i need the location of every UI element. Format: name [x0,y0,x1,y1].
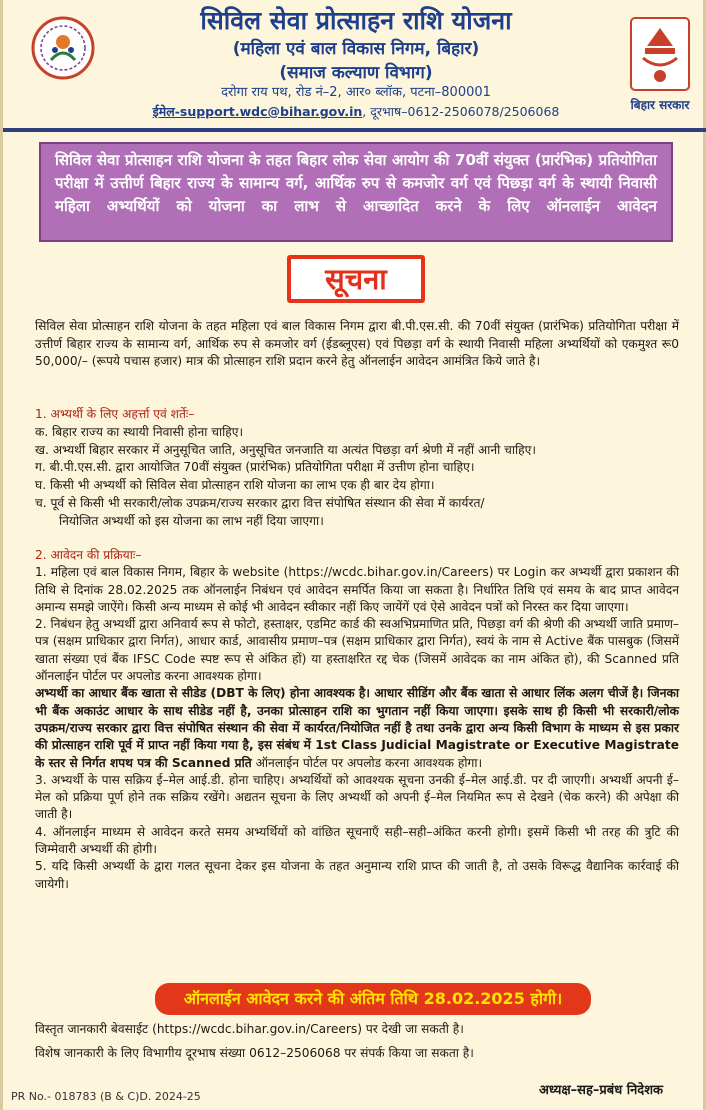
process-heading: 2. आवेदन की प्रक्रियाः– [35,548,142,562]
process-step-3: 3. अभ्यर्थी के पास सक्रिय ई–मेल आई.डी. होना चाहिए। अभ्यर्थियों को आवश्यक सूचना उनकी ई–मेल आई.डी. पर दी जाएगी। अभ्यर्थी अपनी ई–मेल को प्रक्रिया पूर्ण होने तक सक्रिय रखेंगे। अद्यतन सूचना के लिए अभ्यर्थी को अपनी ई–मेल नियमित रूप से देखने (चेक करने) की अपेक्षा की जाती है। [35,772,679,822]
pr-number: PR No.- 018783 (B & C)D. 2024-25 [11,1090,201,1103]
process-step-1: 1. महिला एवं बाल विकास निगम, बिहार के website (https://wcdc.bihar.gov.in/Careers) पर Login कर अभ्यर्थी द्वारा प्रकाशन की तिथि से दिनांक 28.02.2025 तक ऑनलाईन निबंधन एवं आवेदन समर्पित किया जा सकता है। निर्धारित तिथि एवं समय के बाद प्राप्त आवेदन अमान्य समझे जाऐंगे। किसी अन्य माध्यम से कोई भी आवेदन स्वीकार नहीं किए जायेंगें एवं ऐसे आवेदन पत्रों को निरस्त कर दिया जाएगा। [35,565,679,614]
phone-number: , दूरभाष–0612-2506078/2506068 [362,104,560,119]
intro-paragraph: सिविल सेवा प्रोत्साहन राशि योजना के तहत महिला एवं बाल विकास निगम द्वारा बी.पी.एस.सी. की 70वीं संयुक्त (प्रारंभिक) प्रतियोगिता परीक्षा में उत्तीर्ण बिहार राज्य के सामान्य वर्ग, आर्थिक रुप से कमजोर वर्ग (ईडब्लूएस) एवं पिछड़ा वर्ग के स्थायी निवासी महिला अभ्यर्थियों को एकमुश्त रू0 50,000/– (रूपये पचास हजार) मात्र की प्रोत्साहन राशि प्रदान करने हेतु ऑनलाईन आवेदन आमंत्रित किये जाते है। [35,319,679,369]
header [3,0,706,128]
wdc-logo-icon [31,16,95,80]
phone-info: विशेष जानकारी के लिए विभागीय दूरभाष संख्या 0612–2506068 पर संपर्क किया जा सकता है। [35,1046,474,1060]
upload-note: ऑनलाईन पोर्टल पर अपलोड करना आवश्यक होगा। [251,755,483,770]
process-step-4: 4. ऑनलाईन माध्यम से आवेदन करते समय अभ्यर्थियों को वांछित सूचनाएँ सही–सही–अंकित करनी होगी। इसमें किसी भी तरह की त्रुटि की जिम्मेवारी अभ्यर्थी की होगी। [35,824,679,857]
email-link[interactable]: ईमेल-support.wdc@bihar.gov.in [152,104,363,119]
header-divider [3,128,706,132]
process-step-2: 2. निबंधन हेतु अभ्यर्थी द्वारा अनिवार्य रूप से फोटो, हस्ताक्षर, एडमिट कार्ड की स्वअभिप्रमाणित प्रति, पिछड़ा वर्ग की श्रेणी की अभ्यर्थी जाति प्रमाण–पत्र (सक्षम प्राधिकार द्वारा निर्गत), आधार कार्ड, आवासीय प्रमाण–पत्र (सक्षम प्राधिकार द्वारा निर्गत), स्वयं के नाम से Active बैंक पासबुक (जिसमें खाता संख्या एवं बैंक IFSC Code स्पष्ट रूप से अंकित हों) या हस्ताक्षरित रद्द चेक (जिसमें आवेदक का नाम अंकित हो), की Scanned प्रति ऑनलाईन पोर्टल पर अपलोड करना आवश्यक होगा। [35,617,679,684]
process-step-5: 5. यदि किसी अभ्यर्थी के द्वारा गलत सूचना देकर इस योजना के तहत अनुमान्य राशि प्राप्त की जाती है, तो उसके विरूद्ध वैद्यानिक कार्रवाई की जायेगी। [35,859,679,891]
address: दरोगा राय पथ, रोड नं–2, आर० ब्लॉक, पटना–800001 [221,85,491,100]
purpose-banner: सिविल सेवा प्रोत्साहन राशि योजना के तहत बिहार लोक सेवा आयोग की 70वीं संयुक्त (प्रारंभिक) प्रतियोगिता परीक्षा में उत्तीर्ण बिहार राज्य के सामान्य वर्ग, आर्थिक रुप से कमजोर वर्ग एवं पिछड़ा वर्ग के स्थायी निवासी महिला अभ्यर्थियों को योजना का लाभ से आच्छादित करने के लिए ऑनलाईन आवेदन [39,142,673,242]
eligibility-item-continued: नियोजित अभ्यर्थी को इस योजना का लाभ नहीं दिया जाएगा। [59,513,324,528]
eligibility-section [35,406,679,531]
signatory: अध्यक्ष–सह–प्रबंध निदेशक [539,1083,664,1098]
contact-line [103,104,609,120]
page-title: सिविल सेवा प्रोत्साहन राशि योजना [200,6,512,35]
notice-badge: सूचना [287,255,425,303]
dbt-requirement: अभ्यर्थी का आधार बैंक खाता से सीडेड (DBT के लिए) होना आवश्यक है। आधार सीडिंग और बैंक खाता से आधार लिंक अलग चीजें है। जिनका भी बैंक अकाउंट आधार के साथ सीडेड नहीं है, उनका प्रोत्साहन राशि का भुगतान नहीं किया जाएगा। इसके साथ ही किसी भी सरकारी/लोक उपक्रम/राज्य सरकार द्वारा वित्त संपोषित संस्थान की सेवा में कार्यरत/नियोजित नहीं है तथा उनके द्वारा अन्य किसी विभाग के माध्यम से इस प्रकार की प्रोत्साहन राशि पूर्व में प्राप्त नहीं किया गया है, इस संबंध में 1st Class Judicial Magistrate or Executive Magistrate के स्तर से निर्गत शपथ पत्र की Scanned प्रति [35,686,679,770]
eligibility-heading: 1. अभ्यर्थी के लिए अहर्त्ता एवं शर्तेः– [35,407,195,421]
process-step-2-important [35,685,679,771]
govt-label: बिहार सरकार [630,98,690,112]
website-info: विस्तृत जानकारी बेवसाईट (https://wcdc.bihar.gov.in/Careers) पर देखी जा सकती है। [35,1022,464,1036]
deadline-banner: ऑनलाईन आवेदन करने की अंतिम तिथि 28.02.2025 होगी। [155,983,591,1015]
bihar-govt-emblem-icon [625,12,695,96]
department-name: (समाज कल्याण विभाग) [279,63,433,83]
eligibility-item: च. पूर्व से किसी भी सरकारी/लोक उपक्रम/राज्य सरकार द्वारा वित्त संपोषित संस्थान की सेवा में कार्यरत/ [35,495,485,510]
eligibility-item: ग. बी.पी.एस.सी. द्वारा आयोजित 70वीं संयुक्त (प्रारंभिक) प्रतियोगिता परीक्षा में उत्तीण होना चाहिए। [35,460,475,475]
eligibility-item: क. बिहार राज्य का स्थायी निवासी होना चाहिए। [35,424,244,439]
application-process-section [35,547,679,893]
eligibility-item: घ. किसी भी अभ्यर्थी को सिविल सेवा प्रोत्साहन राशि योजना का लाभ एक ही बार देय होगा। [35,478,435,493]
eligibility-item: ख. अभ्यर्थी बिहार सरकार में अनुसूचित जाति, अनुसूचित जनजाति या अत्यंत पिछड़ा वर्ग श्रेणी में नहीं आनी चाहिए। [35,442,536,457]
organization-name: (महिला एवं बाल विकास निगम, बिहार) [232,39,480,59]
